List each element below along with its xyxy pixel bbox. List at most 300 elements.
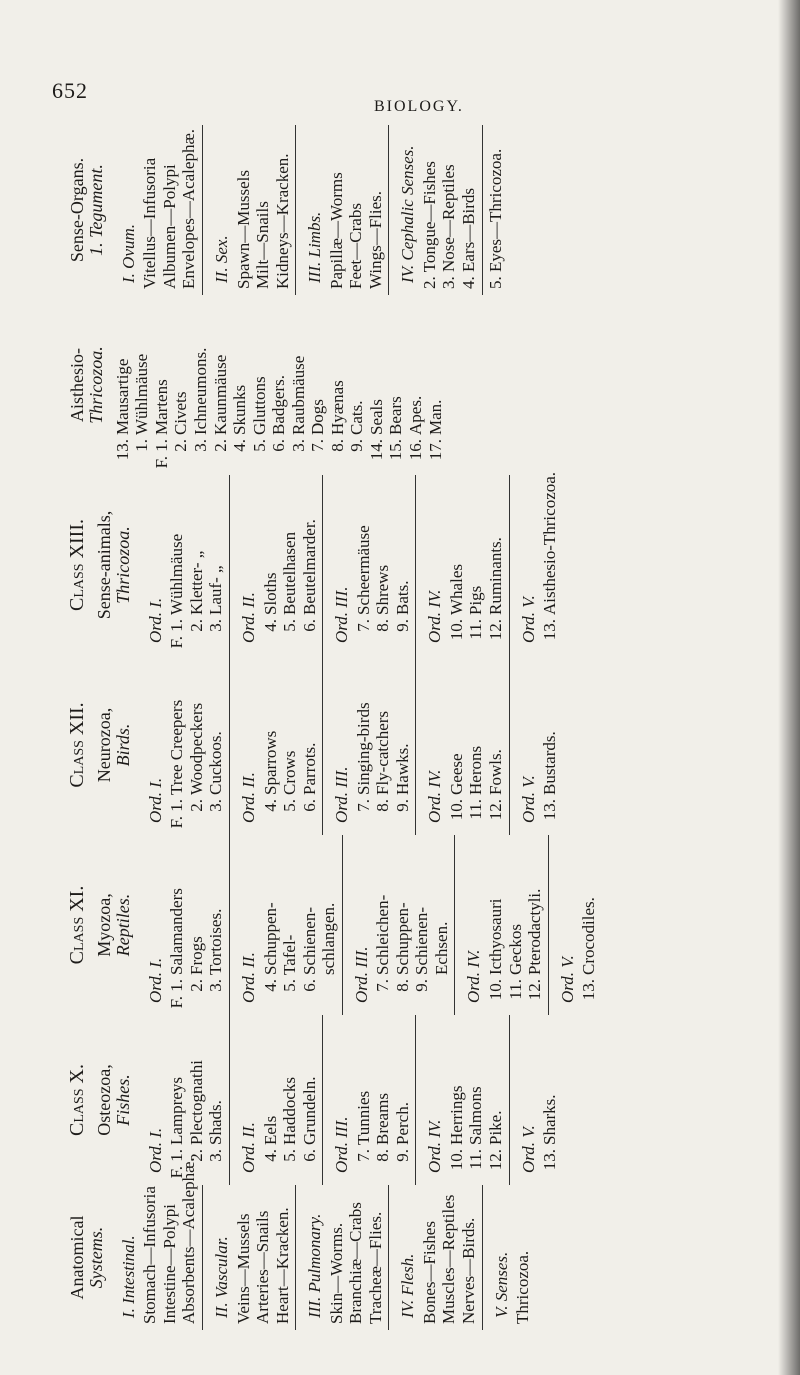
family-number: 17. bbox=[425, 439, 445, 461]
column-class-xii bbox=[60, 655, 775, 835]
column-title bbox=[91, 655, 137, 835]
family-entry bbox=[354, 481, 374, 649]
title-line: Neurozoa, bbox=[94, 707, 114, 783]
family-name: Schuppen- bbox=[260, 902, 280, 975]
group-line: Skin—Worms. bbox=[326, 1222, 346, 1324]
family-entry bbox=[347, 301, 367, 469]
group-heading: I. Ovum. bbox=[118, 223, 138, 283]
family-name: Echsen. bbox=[431, 921, 451, 975]
family-name: Bears bbox=[386, 396, 406, 435]
family-name: Badgers. bbox=[269, 375, 289, 435]
family-name: Beutelhasen bbox=[280, 531, 300, 615]
group-line: Milt—Snails bbox=[253, 201, 273, 289]
family-entry bbox=[367, 301, 387, 469]
family-number: 2. bbox=[186, 979, 206, 992]
family-number: 6. bbox=[299, 619, 319, 632]
family-name: Grundeln. bbox=[299, 1076, 319, 1145]
group-line: Branchiæ—Crabs bbox=[346, 1202, 366, 1324]
family-number: 13. bbox=[540, 1149, 560, 1171]
family-entry bbox=[373, 481, 393, 649]
family-name: Schuppen- bbox=[392, 902, 412, 975]
family-entry bbox=[250, 301, 270, 469]
family-entry bbox=[300, 1021, 320, 1179]
column-class-xiii bbox=[60, 471, 775, 655]
order-heading: Ord. I. bbox=[145, 777, 165, 823]
group-line: Albumen—Polypi bbox=[159, 164, 179, 289]
order-heading: Ord. III. bbox=[332, 1116, 352, 1173]
order-block bbox=[229, 1015, 322, 1185]
group-list bbox=[110, 125, 508, 295]
family-number: 12. bbox=[485, 1149, 505, 1171]
family-number: F. 1. bbox=[167, 1149, 187, 1179]
family-name: Civets bbox=[171, 391, 191, 435]
family-entry bbox=[300, 661, 320, 829]
family-entry bbox=[113, 301, 133, 469]
page-edge-shadow bbox=[778, 0, 800, 1375]
family-name: Plectognathi bbox=[186, 1060, 206, 1145]
family-entry bbox=[486, 841, 506, 1009]
family-entry bbox=[280, 1021, 300, 1179]
family-entry bbox=[187, 661, 207, 829]
group-line: 2. Tongue—Fishes bbox=[419, 161, 439, 289]
family-number: 9. bbox=[412, 979, 432, 992]
title-line: Fishes. bbox=[112, 1074, 133, 1126]
group-line: Absorbents—Acalephæ. bbox=[179, 1157, 199, 1324]
group-line: Spawn—Mussels bbox=[233, 169, 253, 289]
family-name: Fly-catchers bbox=[373, 710, 393, 795]
family-number: F. 1. bbox=[167, 799, 187, 829]
family-name: Schienen- bbox=[299, 907, 319, 975]
column-sense-organs bbox=[60, 125, 775, 295]
title-line: Thricozoa. bbox=[112, 526, 133, 604]
family-name: Skunks bbox=[230, 384, 250, 435]
family-name: Tunnies bbox=[353, 1090, 373, 1145]
family-entry bbox=[167, 1021, 187, 1179]
family-entry bbox=[540, 661, 560, 829]
title-line: Sense-animals, bbox=[94, 510, 114, 620]
family-entry bbox=[540, 1021, 560, 1179]
title-line: Osteozoa, bbox=[94, 1064, 114, 1136]
group-block bbox=[295, 1185, 388, 1330]
family-name: Aisthesio-Thricozoa. bbox=[540, 471, 560, 615]
family-name: Mausartige bbox=[112, 358, 132, 435]
family-name: Herrings bbox=[446, 1085, 466, 1145]
family-entry bbox=[486, 481, 506, 649]
family-name: Shrews bbox=[373, 564, 393, 615]
family-number: 9. bbox=[347, 439, 367, 452]
family-entry bbox=[280, 841, 300, 1009]
family-number: F. 1. bbox=[167, 979, 187, 1009]
family-entry bbox=[393, 481, 413, 649]
group-heading: IV. Flesh. bbox=[398, 1253, 418, 1318]
family-entry bbox=[373, 661, 393, 829]
order-block bbox=[342, 835, 455, 1015]
column-title bbox=[64, 1185, 110, 1330]
order-block bbox=[229, 655, 322, 835]
order-block bbox=[137, 475, 229, 655]
family-name: Crows bbox=[280, 750, 300, 795]
family-entry bbox=[206, 1021, 226, 1179]
family-number: 6. bbox=[299, 799, 319, 812]
group-line: Feet—Crabs bbox=[346, 203, 366, 289]
family-number: 7. bbox=[373, 979, 393, 992]
family-number: 8. bbox=[327, 439, 347, 452]
family-number: 4. bbox=[260, 619, 280, 632]
column-title bbox=[91, 1015, 137, 1185]
family-entry bbox=[206, 841, 226, 1009]
order-heading: Ord. III. bbox=[351, 946, 371, 1003]
family-name: Bustards. bbox=[540, 731, 560, 795]
group-line: Wings—Flies. bbox=[365, 190, 385, 289]
order-heading: Ord. II. bbox=[238, 592, 258, 643]
title-line: Systems. bbox=[85, 1226, 106, 1289]
order-block bbox=[415, 475, 508, 655]
family-entry bbox=[206, 481, 226, 649]
family-name: Raubmäuse bbox=[288, 355, 308, 435]
class-heading: Class XI. bbox=[66, 885, 88, 965]
family-number: 2. bbox=[186, 619, 206, 632]
family-entry bbox=[373, 841, 393, 1009]
order-list bbox=[137, 1015, 563, 1185]
title-line: Thricozoa. bbox=[85, 346, 106, 424]
running-head: BIOLOGY. bbox=[374, 98, 464, 115]
order-heading: Ord. IV. bbox=[425, 769, 445, 823]
order-block bbox=[322, 475, 415, 655]
title-line: Anatomical bbox=[67, 1215, 87, 1300]
group-heading: II. Sex. bbox=[211, 235, 231, 283]
family-number: 16. bbox=[405, 439, 425, 461]
family-name: Tafel- bbox=[280, 934, 300, 975]
group-line: Heart—Kracken. bbox=[272, 1207, 292, 1324]
family-number: 11. bbox=[466, 1149, 486, 1170]
order-block bbox=[509, 655, 563, 835]
group-line: Arteries—Snails bbox=[253, 1210, 273, 1324]
family-entry bbox=[187, 481, 207, 649]
family-name: Icthyosauri bbox=[485, 898, 505, 975]
family-number: 10. bbox=[446, 619, 466, 641]
family-name: Crocodiles. bbox=[579, 897, 599, 975]
family-entry bbox=[386, 301, 406, 469]
family-name: Shads. bbox=[206, 1100, 226, 1145]
family-entry bbox=[540, 471, 560, 649]
family-number: 3. bbox=[206, 979, 226, 992]
column-class-x bbox=[60, 1015, 775, 1185]
group-line: 4. Ears—Birds bbox=[458, 187, 478, 289]
order-block bbox=[137, 1015, 229, 1185]
family-number: 10. bbox=[485, 979, 505, 1001]
family-entry bbox=[466, 1021, 486, 1179]
class-heading: Class X. bbox=[66, 1063, 88, 1137]
family-number: 3. bbox=[190, 439, 210, 452]
family-entry bbox=[426, 301, 446, 469]
family-entry bbox=[393, 841, 413, 1009]
group-line: Envelopes—Acalephæ. bbox=[179, 128, 199, 289]
family-number: 2. bbox=[186, 1149, 206, 1162]
family-entry bbox=[187, 841, 207, 1009]
family-number: 11. bbox=[466, 799, 486, 820]
group-block bbox=[388, 125, 481, 295]
family-entry bbox=[525, 841, 545, 1009]
family-entry bbox=[280, 661, 300, 829]
order-block bbox=[454, 835, 547, 1015]
group-heading: III. Pulmonary. bbox=[305, 1213, 325, 1318]
family-number: 6. bbox=[269, 439, 289, 452]
family-entry bbox=[261, 841, 281, 1009]
family-number: 5. bbox=[280, 799, 300, 812]
family-name: Scheermäuse bbox=[353, 525, 373, 615]
family-number: 12. bbox=[485, 799, 505, 821]
table-band bbox=[60, 125, 775, 1330]
family-entry bbox=[373, 1021, 393, 1179]
family-name: Schleichen- bbox=[373, 894, 393, 975]
family-number: 10. bbox=[446, 1149, 466, 1171]
family-name: Lauf- „ bbox=[206, 565, 226, 615]
family-entry bbox=[319, 841, 339, 1009]
family-number: 8. bbox=[373, 799, 393, 812]
group-block bbox=[202, 125, 295, 295]
family-name: Cuckoos. bbox=[206, 731, 226, 795]
group-heading: IV. Cephalic Senses. bbox=[398, 145, 418, 283]
family-entry bbox=[432, 841, 452, 1009]
family-number: 15. bbox=[386, 439, 406, 461]
family-name: Beutelmarder. bbox=[299, 519, 319, 615]
order-block bbox=[229, 475, 322, 655]
order-heading: Ord. II. bbox=[238, 772, 258, 823]
family-name: Dogs bbox=[308, 399, 328, 435]
family-name: Pterodactyli. bbox=[525, 888, 545, 975]
family-entry bbox=[171, 301, 191, 469]
family-entry bbox=[328, 301, 348, 469]
title-line: Reptiles. bbox=[112, 893, 133, 957]
family-number: 3. bbox=[206, 799, 226, 812]
family-number: 9. bbox=[392, 619, 412, 632]
family-number: 2. bbox=[210, 439, 230, 452]
family-name: Whales bbox=[446, 564, 466, 615]
family-number: 13. bbox=[540, 799, 560, 821]
family-name: Sparrows bbox=[260, 730, 280, 795]
family-name: Gluttons bbox=[249, 376, 269, 435]
family-number: F. 1. bbox=[151, 439, 171, 469]
family-number: 6. bbox=[299, 979, 319, 992]
family-entry bbox=[152, 301, 172, 469]
column-title bbox=[91, 835, 137, 1015]
group-heading: V. Senses. bbox=[491, 1251, 511, 1318]
group-line: 5. Eyes—Thricozoa. bbox=[485, 148, 505, 289]
family-entry bbox=[167, 841, 187, 1009]
group-heading: III. Limbs. bbox=[305, 211, 325, 283]
family-number: 7. bbox=[353, 799, 373, 812]
family-name: Kletter- „ bbox=[186, 550, 206, 615]
family-number: 1. bbox=[132, 439, 152, 452]
family-entry bbox=[486, 1021, 506, 1179]
family-number: 2. bbox=[171, 439, 191, 452]
order-block bbox=[548, 835, 602, 1015]
family-number: 6. bbox=[299, 1149, 319, 1162]
order-list bbox=[137, 835, 602, 1015]
group-block bbox=[482, 125, 509, 295]
group-line: Veins—Mussels bbox=[233, 1213, 253, 1324]
family-number: 9. bbox=[392, 799, 412, 812]
order-list bbox=[137, 471, 563, 655]
family-number: 10. bbox=[446, 799, 466, 821]
order-heading: Ord. IV. bbox=[425, 1119, 445, 1173]
order-heading: Ord. III. bbox=[332, 766, 352, 823]
family-entry bbox=[393, 1021, 413, 1179]
title-line: 1. Tegument. bbox=[85, 164, 106, 256]
family-name: Man. bbox=[425, 399, 445, 435]
family-entry bbox=[280, 481, 300, 649]
family-name: Perch. bbox=[392, 1102, 412, 1145]
group-line: Intestine—Polypi bbox=[159, 1204, 179, 1324]
column-aisthesio-thricozoa bbox=[60, 295, 775, 475]
family-entry bbox=[269, 301, 289, 469]
title-line: Aisthesio- bbox=[67, 348, 87, 422]
family-name: Salamanders bbox=[167, 888, 187, 975]
family-name: Wühlmäuse bbox=[132, 353, 152, 435]
family-entry bbox=[406, 301, 426, 469]
family-name: Eels bbox=[260, 1115, 280, 1145]
family-name: Geese bbox=[446, 753, 466, 795]
group-block bbox=[110, 125, 202, 295]
family-entry bbox=[230, 301, 250, 469]
family-entry bbox=[486, 661, 506, 829]
order-block bbox=[415, 1015, 508, 1185]
family-number: 4. bbox=[260, 979, 280, 992]
family-name: Kaunmäuse bbox=[210, 354, 230, 435]
family-entry bbox=[579, 841, 599, 1009]
order-block bbox=[415, 655, 508, 835]
family-entry bbox=[466, 481, 486, 649]
family-entry bbox=[447, 661, 467, 829]
group-line: Muscles—Reptiles bbox=[439, 1194, 459, 1324]
family-number: F. 1. bbox=[167, 619, 187, 649]
group-line: Papillæ—Worms bbox=[326, 172, 346, 289]
group-line: Bones—Fishes bbox=[419, 1221, 439, 1324]
order-heading: Ord. III. bbox=[332, 586, 352, 643]
family-number: 11. bbox=[466, 619, 486, 640]
family-name: Haddocks bbox=[280, 1077, 300, 1145]
family-entry bbox=[506, 841, 526, 1009]
family-name: Pigs bbox=[466, 585, 486, 615]
family-number: 5. bbox=[249, 439, 269, 452]
family-name: Bats. bbox=[392, 580, 412, 615]
family-entry bbox=[187, 1021, 207, 1179]
group-block bbox=[388, 1185, 481, 1330]
family-number: 3. bbox=[288, 439, 308, 452]
rotated-classification-table bbox=[60, 125, 775, 1330]
group-line: 3. Nose—Reptiles bbox=[439, 164, 459, 289]
family-name: Woodpeckers bbox=[186, 702, 206, 795]
family-name: Singing-birds bbox=[353, 702, 373, 795]
order-heading: Ord. V. bbox=[518, 595, 538, 643]
family-number: 8. bbox=[373, 1149, 393, 1162]
column-title bbox=[64, 125, 110, 295]
family-name: Ruminants. bbox=[485, 537, 505, 615]
family-name: Cats. bbox=[347, 400, 367, 435]
family-name: Frogs bbox=[186, 936, 206, 975]
order-heading: Ord. IV. bbox=[425, 589, 445, 643]
order-heading: Ord. I. bbox=[145, 957, 165, 1003]
family-entry bbox=[300, 841, 320, 1009]
family-name: Geckos bbox=[505, 924, 525, 975]
family-entry bbox=[300, 481, 320, 649]
family-entry bbox=[354, 661, 374, 829]
order-block bbox=[322, 1015, 415, 1185]
family-name: Parrots. bbox=[299, 742, 319, 795]
family-name: Apes. bbox=[405, 395, 425, 435]
family-number: 8. bbox=[373, 619, 393, 632]
family-entry bbox=[132, 301, 152, 469]
title-line: Birds. bbox=[112, 723, 133, 767]
order-heading: Ord. V. bbox=[518, 1125, 538, 1173]
family-name: Herons bbox=[466, 745, 486, 795]
family-entry bbox=[261, 481, 281, 649]
family-number: 7. bbox=[353, 1149, 373, 1162]
family-name: Salmons bbox=[466, 1086, 486, 1145]
family-number: 7. bbox=[308, 439, 328, 452]
order-heading: Ord. V. bbox=[557, 955, 577, 1003]
group-line: Kidneys—Kracken. bbox=[272, 153, 292, 289]
family-entry bbox=[167, 481, 187, 649]
family-name: Ichneumons. bbox=[190, 347, 210, 435]
group-line: Vitellus—Infusoria bbox=[140, 157, 160, 289]
order-heading: Ord. I. bbox=[145, 597, 165, 643]
column-title bbox=[64, 295, 110, 475]
group-heading: I. Intestinal. bbox=[118, 1235, 138, 1318]
family-entry bbox=[466, 661, 486, 829]
family-number: 13. bbox=[579, 979, 599, 1001]
order-block bbox=[509, 1015, 563, 1185]
family-name: Fowls. bbox=[485, 749, 505, 795]
family-entry bbox=[167, 661, 187, 829]
family-entry bbox=[261, 1021, 281, 1179]
family-number: 5. bbox=[280, 619, 300, 632]
family-number: 3. bbox=[206, 619, 226, 632]
family-number: 7. bbox=[353, 619, 373, 632]
family-number: 2. bbox=[186, 799, 206, 812]
family-entry bbox=[191, 301, 211, 469]
title-line: Myozoa, bbox=[94, 893, 114, 957]
order-block bbox=[229, 835, 342, 1015]
family-number: 13. bbox=[540, 619, 560, 641]
group-line: Tracheæ—Flies. bbox=[365, 1211, 385, 1324]
family-entry bbox=[393, 661, 413, 829]
order-block bbox=[137, 835, 229, 1015]
family-number: 12. bbox=[485, 619, 505, 641]
family-entry bbox=[447, 1021, 467, 1179]
family-name: Tree Creepers bbox=[167, 699, 187, 795]
family-number: 4. bbox=[230, 439, 250, 452]
item-list bbox=[110, 295, 448, 475]
family-name: Lampreys bbox=[167, 1077, 187, 1145]
family-number: 5. bbox=[280, 1149, 300, 1162]
family-name: Wühlmäuse bbox=[167, 533, 187, 615]
family-number: 5. bbox=[280, 979, 300, 992]
family-number: 14. bbox=[366, 439, 386, 461]
class-heading: Class XIII. bbox=[66, 519, 88, 611]
family-name: Martens bbox=[151, 379, 171, 435]
family-number: 3. bbox=[206, 1149, 226, 1162]
family-name: Tortoises. bbox=[206, 908, 226, 975]
page-number: 652 bbox=[52, 78, 88, 103]
family-number: 9. bbox=[392, 1149, 412, 1162]
title-line: Sense-Organs. bbox=[67, 157, 87, 263]
column-class-xi bbox=[60, 835, 775, 1015]
order-heading: Ord. II. bbox=[238, 952, 258, 1003]
family-entry bbox=[211, 301, 231, 469]
group-line: Stomach—Infusoria bbox=[140, 1186, 160, 1324]
order-block bbox=[137, 655, 229, 835]
